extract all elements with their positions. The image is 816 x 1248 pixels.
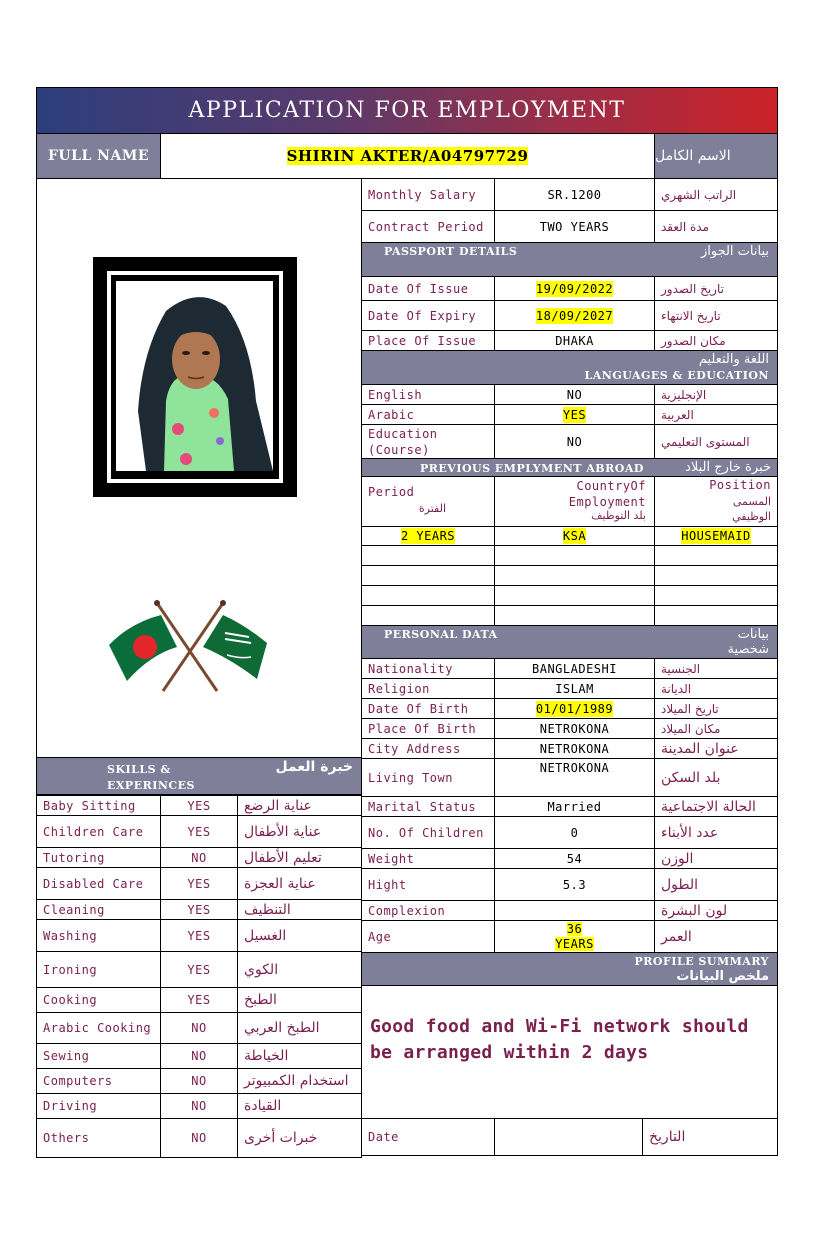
arabic-value-text: YES <box>562 407 587 422</box>
employment-period <box>361 545 495 566</box>
age-label-ar: العمر <box>654 920 778 953</box>
skill-value: YES <box>160 795 238 816</box>
skill-label-ar: عناية الأطفال <box>237 815 362 848</box>
date-value[interactable] <box>494 1118 643 1156</box>
age-part: 36 <box>566 921 583 936</box>
profile-summary-header-title-ar: ملخص البيانات <box>676 969 769 984</box>
skill-label: Children Care <box>36 815 161 848</box>
nationality-value <box>494 658 655 679</box>
photo-frame <box>93 257 297 497</box>
english-label: English <box>361 384 495 405</box>
skill-label-ar: خبرات أخرى <box>237 1118 362 1158</box>
no-of-children-value-text: 0 <box>570 825 579 840</box>
page-title: APPLICATION FOR EMPLOYMENT <box>36 87 778 134</box>
employment-country <box>494 605 655 626</box>
employment-position <box>654 565 778 586</box>
date-of-issue-label-ar: تاريخ الصدور <box>654 276 778 301</box>
date-of-expiry-value <box>494 300 655 331</box>
employment-period <box>361 565 495 586</box>
skill-value: YES <box>160 987 238 1013</box>
hight-label-ar: الطول <box>654 868 778 901</box>
living-town-label: Living Town <box>361 758 495 797</box>
skill-label: Computers <box>36 1068 161 1094</box>
skill-label: Sewing <box>36 1043 161 1069</box>
employment-position <box>654 585 778 606</box>
hight-value <box>494 868 655 901</box>
personal-header-title: PERSONAL DATA <box>384 628 498 641</box>
profile-summary-text: Good food and Wi-Fi network should be arranged within 2 days <box>361 985 778 1119</box>
skill-label-ar: الطبخ العربي <box>237 1012 362 1044</box>
position-column-header <box>654 476 778 527</box>
nationality-value-text: BANGLADESHI <box>532 661 617 676</box>
applicant-photo <box>116 281 273 471</box>
passport-header-title: PASSPORT DETAILS <box>384 245 518 258</box>
country-header-text: CountryOf Employment <box>568 479 646 509</box>
age-value-text <box>553 922 597 952</box>
weight-label: Weight <box>361 848 495 869</box>
date-of-expiry-label-ar: تاريخ الانتهاء <box>654 300 778 331</box>
previous-employment-header <box>361 458 778 477</box>
languages-header-title-ar: اللغة والتعليم <box>698 352 769 367</box>
employment-country <box>494 545 655 566</box>
contract-period-value-text: TWO YEARS <box>539 219 610 234</box>
city-address-value <box>494 738 655 759</box>
skill-value: NO <box>160 1093 238 1119</box>
skill-label: Arabic Cooking <box>36 1012 161 1044</box>
skill-label-ar: التنظيف <box>237 899 362 920</box>
education-value <box>494 424 655 459</box>
skill-label-ar: الغسيل <box>237 919 362 952</box>
complexion-value <box>494 900 655 921</box>
skill-value: NO <box>160 1012 238 1044</box>
skill-label: Others <box>36 1118 161 1158</box>
monthly-salary-value <box>494 178 655 211</box>
person-photo-icon <box>116 281 273 471</box>
skill-value: NO <box>160 1118 238 1158</box>
skill-value: YES <box>160 815 238 848</box>
date-of-expiry-label: Date Of Expiry <box>361 300 495 331</box>
date-of-birth-value-text: 01/01/1989 <box>535 701 614 716</box>
skills-header-title-ar: خبرة العمل <box>275 759 353 775</box>
education-value-text: NO <box>566 434 583 449</box>
period-header-text-ar: الفترة <box>418 502 446 515</box>
skill-label-ar: القيادة <box>237 1093 362 1119</box>
living-town-value-text: NETROKONA <box>539 761 610 775</box>
skill-label: Cleaning <box>36 899 161 920</box>
employment-country <box>494 526 655 546</box>
skill-value: YES <box>160 919 238 952</box>
passport-header-title-ar: بيانات الجواز <box>700 244 769 259</box>
no-of-children-label-ar: عدد الأبناء <box>654 816 778 849</box>
employment-period <box>361 585 495 606</box>
employment-period <box>361 526 495 546</box>
skill-label-ar: استخدام الكمبيوتر <box>237 1068 362 1094</box>
weight-label-ar: الوزن <box>654 848 778 869</box>
date-of-birth-label-ar: تاريخ الميلاد <box>654 698 778 719</box>
country-header-text-ar: بلد التوظيف <box>591 509 646 522</box>
contract-period-label: Contract Period <box>361 210 495 243</box>
weight-value-text: 54 <box>566 851 583 866</box>
full-name-label: FULL NAME <box>36 133 161 179</box>
marital-status-value-text: Married <box>547 799 602 814</box>
place-of-issue-label-ar: مكان الصدور <box>654 330 778 351</box>
no-of-children-value <box>494 816 655 849</box>
skill-label: Washing <box>36 919 161 952</box>
personal-header-title-ar: بيانات شخصية <box>727 627 769 657</box>
employment-position <box>654 605 778 626</box>
place-of-issue-value <box>494 330 655 351</box>
complexion-label-ar: لون البشرة <box>654 900 778 921</box>
nationality-label: Nationality <box>361 658 495 679</box>
skill-label: Baby Sitting <box>36 795 161 816</box>
skill-label: Disabled Care <box>36 867 161 900</box>
previous-employment-header-title-ar: خبرة خارج البلاد <box>685 460 771 475</box>
date-of-issue-value-text: 19/09/2022 <box>535 281 614 296</box>
education-label: Education (Course) <box>361 424 495 459</box>
skill-label-ar: عناية الرضع <box>237 795 362 816</box>
passport-header <box>361 242 778 277</box>
english-label-ar: الإنجليزية <box>654 384 778 405</box>
skills-header <box>36 757 362 795</box>
employment-country <box>494 565 655 586</box>
date-of-expiry-value-text: 18/09/2027 <box>535 308 614 323</box>
contract-period-value <box>494 210 655 243</box>
age-part: YEARS <box>555 936 594 951</box>
hight-value-text: 5.3 <box>562 877 587 892</box>
skill-label-ar: الطبخ <box>237 987 362 1013</box>
city-address-value-text: NETROKONA <box>539 741 610 756</box>
place-of-issue-label: Place Of Issue <box>361 330 495 351</box>
city-address-label: City Address <box>361 738 495 759</box>
employment-period <box>361 605 495 626</box>
languages-header <box>361 350 778 385</box>
saudi-flag-icon <box>203 615 267 679</box>
religion-value-text: ISLAM <box>555 681 594 696</box>
position-header-text: Position <box>709 478 771 492</box>
date-label: Date <box>361 1118 495 1156</box>
employment-country <box>494 585 655 606</box>
full-name-label-ar: الاسم الكامل <box>654 133 778 179</box>
arabic-label-ar: العربية <box>654 404 778 425</box>
english-value-text: NO <box>566 387 583 402</box>
skill-label-ar: عناية العجزة <box>237 867 362 900</box>
position-header-text-ar: المسمى الوظيفي <box>732 495 771 523</box>
place-of-issue-value-text: DHAKA <box>555 333 594 348</box>
employment-position <box>654 545 778 566</box>
previous-employment-header-title: PREVIOUS EMPLYMENT ABROAD <box>420 462 644 475</box>
monthly-salary-value-text: SR.1200 <box>547 187 602 202</box>
monthly-salary-label: Monthly Salary <box>361 178 495 211</box>
full-name-field <box>160 133 655 179</box>
skill-label-ar: الكوي <box>237 951 362 988</box>
skill-value: NO <box>160 1068 238 1094</box>
monthly-salary-label-ar: الراتب الشهري <box>654 178 778 211</box>
place-of-birth-label: Place Of Birth <box>361 718 495 739</box>
profile-summary-header <box>361 952 778 987</box>
marital-status-label-ar: الحالة الاجتماعية <box>654 796 778 817</box>
period-header-text: Period <box>368 485 415 499</box>
marital-status-value <box>494 796 655 817</box>
date-of-birth-value <box>494 698 655 719</box>
nationality-label-ar: الجنسية <box>654 658 778 679</box>
date-label-ar: التاريخ <box>642 1118 778 1156</box>
place-of-birth-value-text: NETROKONA <box>539 721 610 736</box>
hight-label: Hight <box>361 868 495 901</box>
bangladesh-flag-icon <box>109 615 177 681</box>
weight-value <box>494 848 655 869</box>
religion-label: Religion <box>361 678 495 699</box>
employment-position <box>654 526 778 546</box>
languages-header-title: LANGUAGES & EDUCATION <box>584 369 769 382</box>
place-of-birth-value <box>494 718 655 739</box>
religion-value <box>494 678 655 699</box>
complexion-label: Complexion <box>361 900 495 921</box>
country-column-header <box>494 476 655 527</box>
living-town-value <box>494 758 655 797</box>
date-of-issue-label: Date Of Issue <box>361 276 495 301</box>
skill-label: Ironing <box>36 951 161 988</box>
age-label: Age <box>361 920 495 953</box>
arabic-label: Arabic <box>361 404 495 425</box>
profile-summary-header-title: PROFILE SUMMARY <box>634 955 769 968</box>
skill-label: Tutoring <box>36 847 161 868</box>
contract-period-label-ar: مدة العقد <box>654 210 778 243</box>
place-of-birth-label-ar: مكان الميلاد <box>654 718 778 739</box>
skill-value: NO <box>160 847 238 868</box>
period-column-header <box>361 476 495 527</box>
education-label-ar: المستوى التعليمي <box>654 424 778 459</box>
age-value <box>494 920 655 953</box>
flags-image <box>105 597 277 695</box>
photo-panel <box>36 178 362 758</box>
arabic-value <box>494 404 655 425</box>
no-of-children-label: No. Of Children <box>361 816 495 849</box>
skill-label-ar: تعليم الأطفال <box>237 847 362 868</box>
date-of-issue-value <box>494 276 655 301</box>
date-of-birth-label: Date Of Birth <box>361 698 495 719</box>
living-town-label-ar: بلد السكن <box>654 758 778 797</box>
skills-header-title: SKILLS & EXPERINCES <box>107 763 195 792</box>
full-name-value: SHIRIN AKTER/A04797729 <box>286 147 529 165</box>
english-value <box>494 384 655 405</box>
skill-label: Cooking <box>36 987 161 1013</box>
skill-label: Driving <box>36 1093 161 1119</box>
skill-value: NO <box>160 1043 238 1069</box>
skill-value: YES <box>160 867 238 900</box>
personal-header <box>361 625 778 659</box>
skill-label-ar: الخياطة <box>237 1043 362 1069</box>
employment-country-text: KSA <box>562 529 587 543</box>
marital-status-label: Marital Status <box>361 796 495 817</box>
religion-label-ar: الديانة <box>654 678 778 699</box>
skill-value: YES <box>160 899 238 920</box>
employment-period-text: 2 YEARS <box>400 529 456 543</box>
employment-position-text: HOUSEMAID <box>681 529 751 543</box>
city-address-label-ar: عنوان المدينة <box>654 738 778 759</box>
skill-value: YES <box>160 951 238 988</box>
